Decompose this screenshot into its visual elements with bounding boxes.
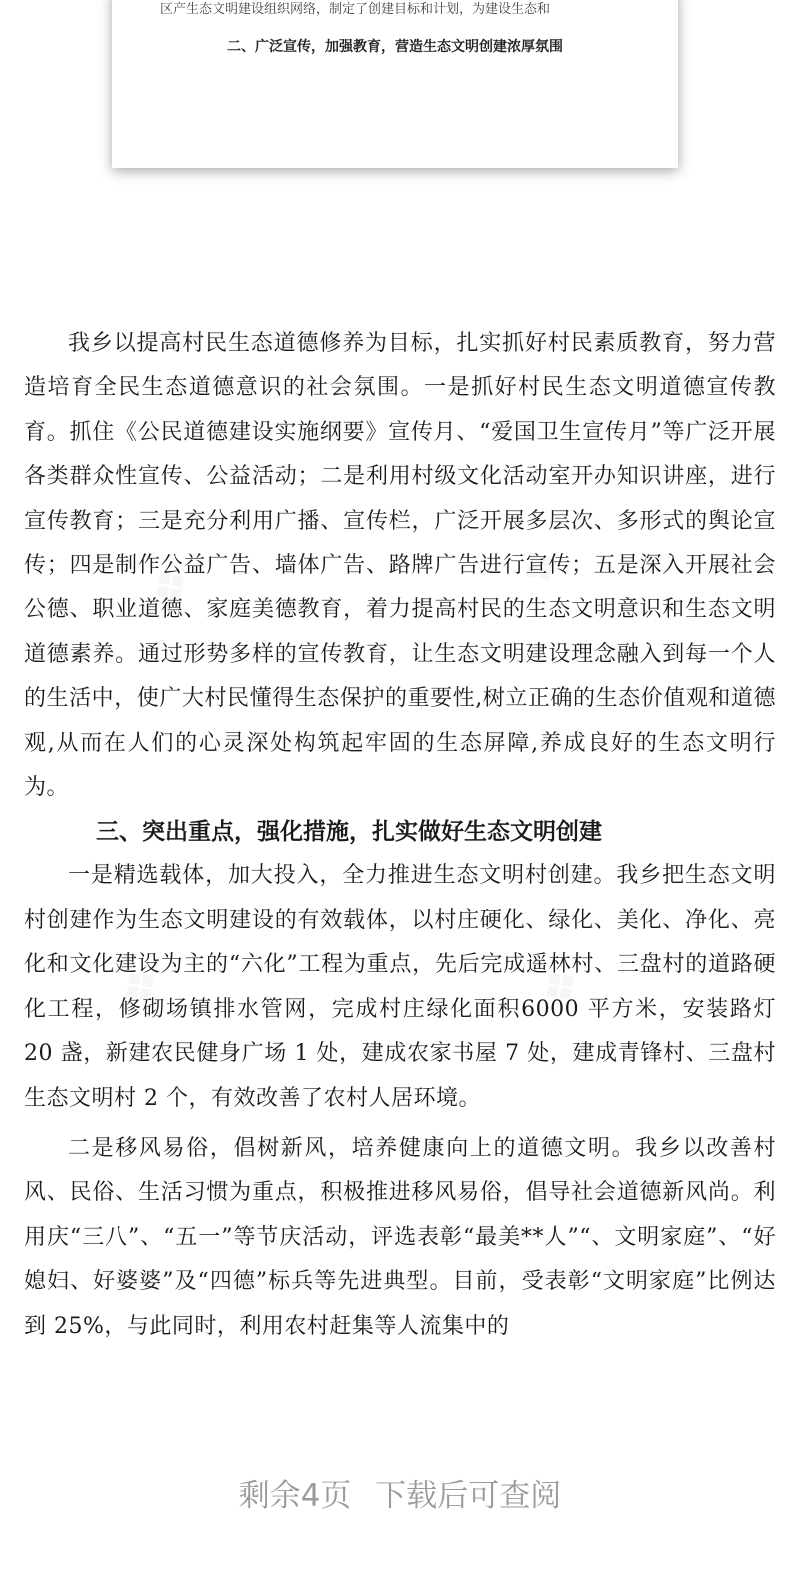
preview-text-line: 区产生态文明建设组织网络，制定了创建目标和计划，为建设生态和 [160,2,551,17]
remaining-pages-label: 剩余4页 [238,1478,352,1514]
paragraph-customs-reform: 二是移风易俗，倡树新风，培养健康向上的道德文明。我乡以改善村风、民俗、生活习惯为重点，积极推进移风易俗，倡导社会道德新风尚。利用庆“三八”、“五一”等节庆活动，评选表彰“最美**人”“、文明家庭”、“好媳妇、好婆婆”及“四德”标兵等先进典型。目前，受表彰“文明家庭”比例达到 25%，与此同时，利用农村赶集等人流集中的 [24,1135,776,1339]
section-heading-3: 三、突出重点，强化措施，扎实做好生态文明创建 [96,819,602,846]
download-prompt[interactable] [0,1470,800,1515]
paragraph-civilized-village: 一是精选载体，加大投入，全力推进生态文明村创建。我乡把生态文明村创建作为生态文明建设的有效载体，以村庄硬化、绿化、美化、净化、亮化和文化建设为主的“六化”工程为重点，先后完成遥林村、三盘村的道路硬化工程，修砌场镇排水管网，完成村庄绿化面积6000 平方米，安装路灯 20 盏，新建农民健身广场 1 处，建成农家书屋 7 处，建成青锋村、三盘村生态文明村 2 个，有效改善了农村人居环境。 [24,863,776,1111]
previous-page-preview [112,0,678,168]
preview-section-heading: 二、广泛宣传，加强教育，营造生态文明创建浓厚氛围 [227,39,563,55]
download-hint-label: 下载后可查阅 [375,1478,562,1514]
document-body [24,322,776,1349]
paragraph-village-education: 我乡以提高村民生态道德修养为目标，扎实抓好村民素质教育，努力营造培育全民生态道德意识的社会氛围。一是抓好村民生态文明道德宣传教育。抓住《公民道德建设实施纲要》宣传月、“爱国卫生宣传月”等广泛开展各类群众性宣传、公益活动；二是利用村级文化活动室开办知识讲座，进行宣传教育；三是充分利用广播、宣传栏，广泛开展多层次、多形式的舆论宣传；四是制作公益广告、墙体广告、路牌广告进行宣传；五是深入开展社会公德、职业道德、家庭美德教育，着力提高村民的生态文明意识和生态文明道德素养。通过形势多样的宣传教育，让生态文明建设理念融入到每一个人的生活中，使广大村民懂得生态保护的重要性,树立正确的生态价值观和道德观,从而在人们的心灵深处构筑起牢固的生态屏障,养成良好的生态文明行为。 [24,331,776,801]
